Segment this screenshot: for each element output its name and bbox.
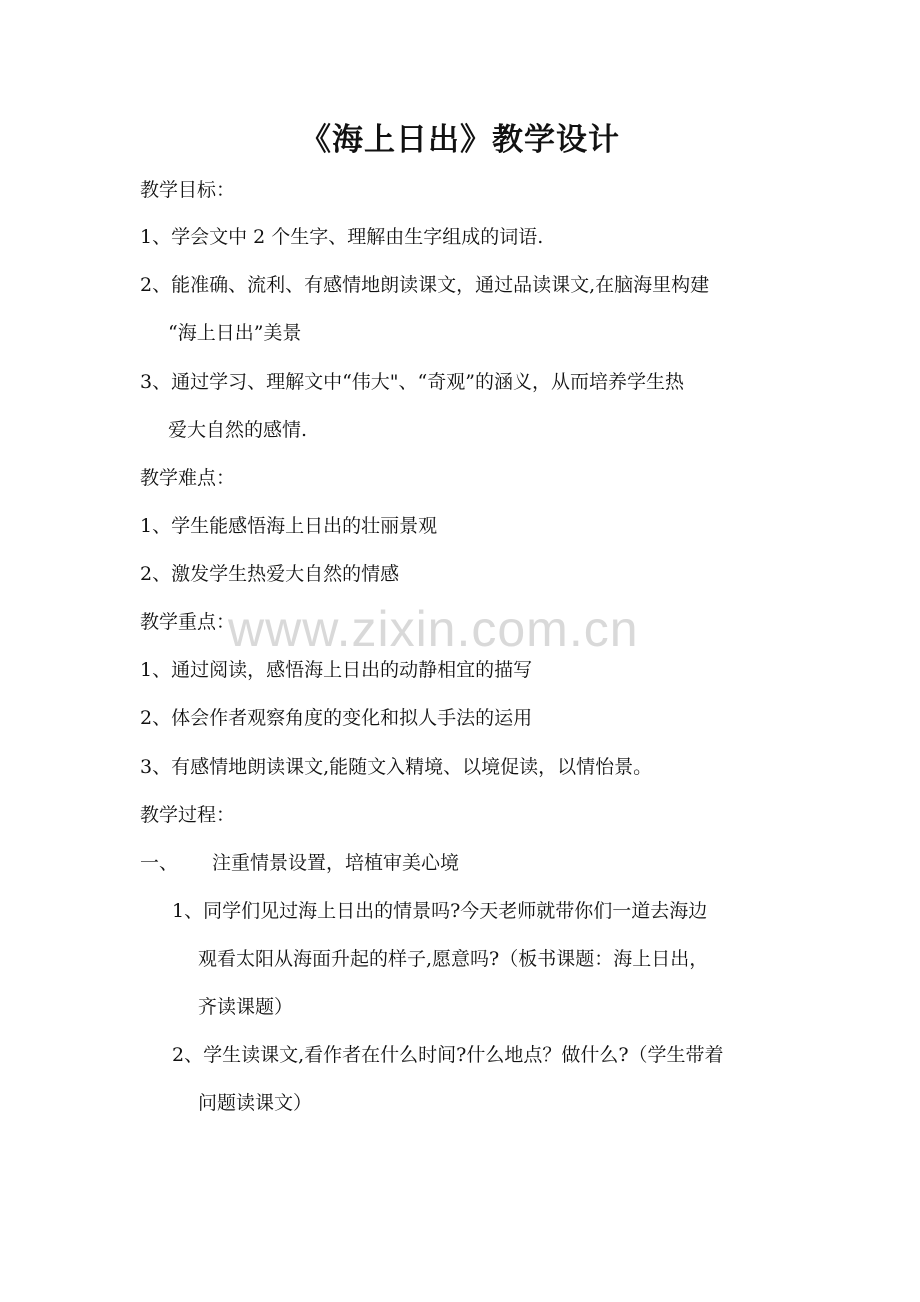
difficulty-item-1: 1、学生能感悟海上日出的壮丽景观 <box>140 515 438 537</box>
process-step-1-line-2: 观看太阳从海面升起的样子,愿意吗?（板书课题：海上日出， <box>198 948 709 970</box>
goal-item-2-line-2: “海上日出”美景 <box>168 322 302 344</box>
process-section-1-title: 注重情景设置，培植审美心境 <box>212 852 460 874</box>
key-point-item-2: 2、体会作者观察角度的变化和拟人手法的运用 <box>140 707 533 729</box>
goals-heading: 教学目标： <box>140 179 236 201</box>
process-step-1-line-1: 1、同学们见过海上日出的情景吗?今天老师就带你们一道去海边 <box>172 900 708 922</box>
watermark: www.zixin.com.cn <box>228 601 639 657</box>
process-step-2-line-1: 2、学生读课文,看作者在什么时间?什么地点？做什么?（学生带着 <box>172 1044 724 1066</box>
difficulty-item-2: 2、激发学生热爱大自然的情感 <box>140 563 400 585</box>
key-points-heading: 教学重点： <box>140 611 236 633</box>
process-step-1-line-3: 齐读课题） <box>198 996 294 1018</box>
document-title: 《海上日出》教学设计 <box>300 122 620 158</box>
key-point-item-1: 1、通过阅读，感悟海上日出的动静相宜的描写 <box>140 659 533 681</box>
process-step-2-line-2: 问题读课文） <box>198 1092 313 1114</box>
process-section-1-number: 一、 <box>140 852 179 874</box>
goal-item-3-line-2: 爱大自然的感情. <box>168 419 308 441</box>
key-point-item-3: 3、有感情地朗读课文,能随文入精境、以境促读，以情怡景。 <box>140 756 653 778</box>
goal-item-1: 1、学会文中 2 个生字、理解由生字组成的词语. <box>140 226 544 248</box>
goal-item-2-line-1: 2、能准确、流利、有感情地朗读课文，通过品读课文,在脑海里构建 <box>140 274 710 296</box>
difficulties-heading: 教学难点： <box>140 467 236 489</box>
process-heading: 教学过程： <box>140 804 236 826</box>
goal-item-3-line-1: 3、通过学习、理解文中“伟大"、“奇观”的涵义，从而培养学生热 <box>140 371 684 393</box>
